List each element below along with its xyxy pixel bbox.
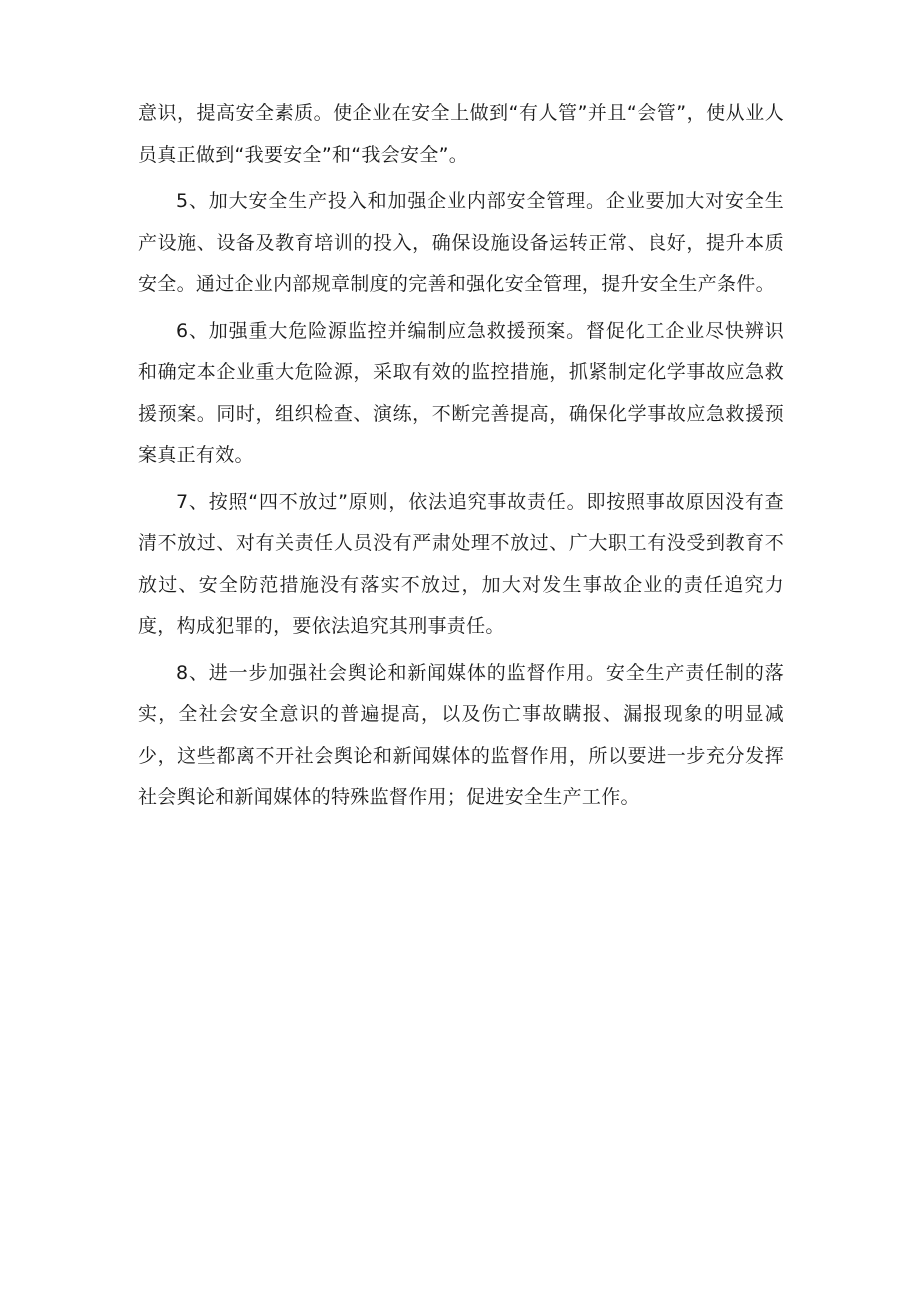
paragraph-item-5: 5、加大安全生产投入和加强企业内部安全管理。企业要加大对安全生产设施、设备及教育培训的投入，确保设施设备运转正常、良好，提升本质安全。通过企业内部规章制度的完善和强化安全管理，提升安全生产条件。: [138, 190, 784, 295]
paragraph-item-8: 8、进一步加强社会舆论和新闻媒体的监督作用。安全生产责任制的落实，全社会安全意识的普遍提高，以及伤亡事故瞒报、漏报现象的明显减少，这些都离不开社会舆论和新闻媒体的监督作用，所以要进一步充分发挥社会舆论和新闻媒体的特殊监督作用；促进安全生产工作。: [138, 661, 784, 808]
document-page: [138, 93, 784, 819]
paragraph-continuation: 意识，提高安全素质。使企业在安全上做到“有人管”并且“会管”，使从业人员真正做到“我要安全”和“我会安全”。: [138, 102, 784, 166]
paragraph-item-7: 7、按照“四不放过”原则，依法追究事故责任。即按照事故原因没有查清不放过、对有关责任人员没有严肃处理不放过、广大职工有没受到教育不放过、安全防范措施没有落实不放过，加大对发生事故企业的责任追究力度，构成犯罪的，要依法追究其刑事责任。: [138, 490, 784, 637]
paragraph-item-6: 6、加强重大危险源监控并编制应急救援预案。督促化工企业尽快辨识和确定本企业重大危险源，采取有效的监控措施，抓紧制定化学事故应急救援预案。同时，组织检查、演练，不断完善提高，确保化学事故应急救援预案真正有效。: [138, 319, 784, 466]
